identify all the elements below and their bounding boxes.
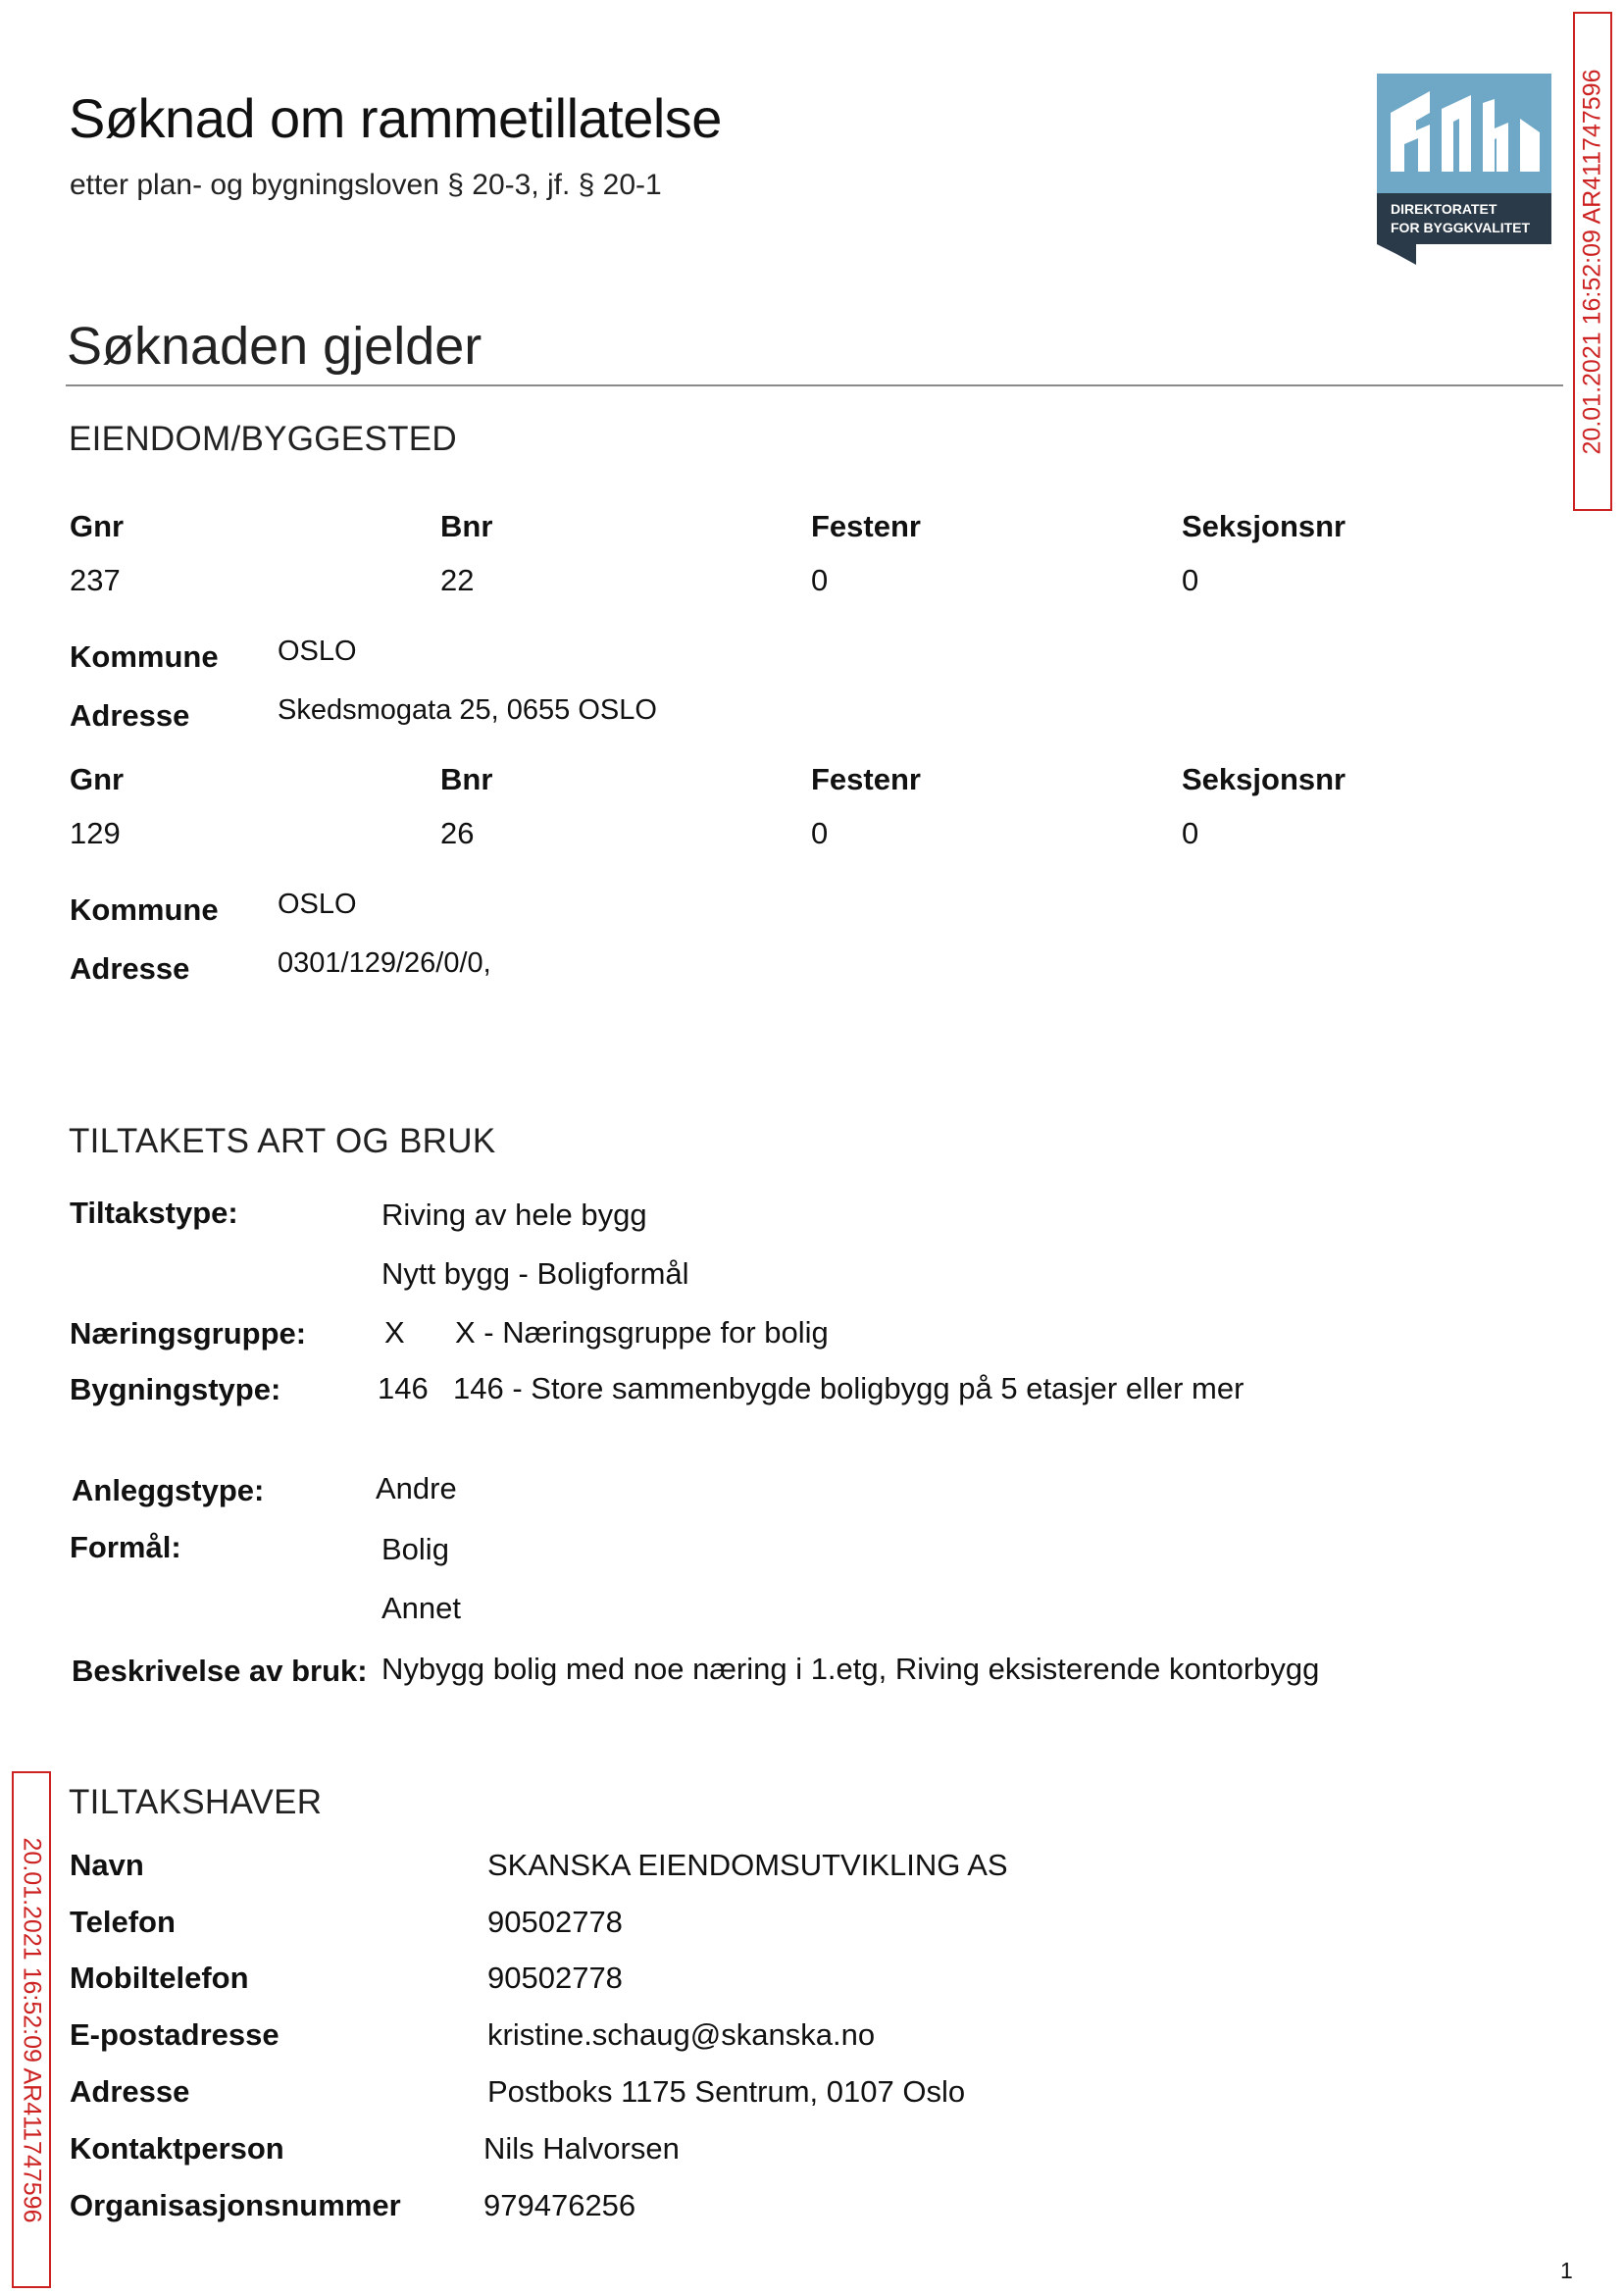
logo-text-line2: FOR BYGGKVALITET — [1391, 220, 1531, 235]
column-bnr: Bnr — [440, 762, 493, 796]
column-gnr: Gnr — [70, 762, 125, 796]
document-subtitle: etter plan- og bygningsloven § 20-3, jf. § 20-1 — [70, 169, 662, 201]
tiltakshaver-kontaktperson-value: Nils Halvorsen — [483, 2131, 680, 2166]
formal-value: Annet — [381, 1591, 462, 1625]
tiltakshaver-heading: TILTAKSHAVER — [69, 1783, 323, 1821]
column-seksjonsnr: Seksjonsnr — [1182, 762, 1346, 796]
tiltakshaver-telefon-value: 90502778 — [487, 1905, 623, 1939]
beskrivelse-label: Beskrivelse av bruk: — [72, 1654, 368, 1688]
tiltakstype-value: Riving av hele bygg — [381, 1198, 647, 1232]
tiltakshaver-orgnr-label: Organisasjonsnummer — [70, 2188, 401, 2222]
naeringsgruppe-label: Næringsgruppe: — [70, 1316, 307, 1351]
tiltakshaver-epost-value: kristine.schaug@skanska.no — [487, 2017, 876, 2052]
eiendom-heading: EIENDOM/BYGGESTED — [69, 420, 457, 458]
tiltakshaver-kontaktperson-label: Kontaktperson — [70, 2131, 284, 2166]
property-seksjonsnr: 0 — [1182, 563, 1199, 597]
property-seksjonsnr: 0 — [1182, 816, 1199, 850]
stamp-text: 20.01.2021 16:52:09 AR411747596 — [18, 1837, 46, 2222]
beskrivelse-value: Nybygg bolig med noe næring i 1.etg, Riving eksisterende kontorbygg — [381, 1652, 1320, 1686]
section-title: Søknaden gjelder — [67, 317, 482, 376]
property-bnr: 22 — [440, 563, 475, 597]
tiltakshaver-epost-label: E-postadresse — [70, 2017, 279, 2052]
tiltak-heading: TILTAKETS ART OG BRUK — [69, 1122, 496, 1160]
column-bnr: Bnr — [440, 509, 493, 543]
kommune-label: Kommune — [70, 639, 219, 674]
property-gnr: 129 — [70, 816, 121, 850]
tiltakshaver-mobil-label: Mobiltelefon — [70, 1961, 249, 1995]
tiltakshaver-adresse-value: Postboks 1175 Sentrum, 0107 Oslo — [487, 2074, 966, 2109]
column-seksjonsnr: Seksjonsnr — [1182, 509, 1346, 543]
dibk-logo — [1377, 74, 1551, 265]
adresse-label: Adresse — [70, 698, 190, 733]
formal-label: Formål: — [70, 1530, 181, 1564]
tiltakshaver-navn-value: SKANSKA EIENDOMSUTVIKLING AS — [487, 1848, 1008, 1882]
bygningstype-value: 146 - Store sammenbygde boligbygg på 5 etasjer eller mer — [453, 1371, 1244, 1405]
section-divider — [66, 384, 1563, 386]
adresse-value: 0301/129/26/0/0, — [278, 947, 491, 979]
kommune-label: Kommune — [70, 892, 219, 927]
kommune-value: OSLO — [278, 889, 357, 920]
bygningstype-label: Bygningstype: — [70, 1372, 281, 1406]
archive-stamp-bottom — [12, 1771, 51, 2288]
tiltakshaver-navn-label: Navn — [70, 1848, 144, 1882]
tiltakstype-label: Tiltakstype: — [70, 1196, 238, 1230]
property-bnr: 26 — [440, 816, 475, 850]
bygningstype-code: 146 — [378, 1371, 429, 1405]
adresse-label: Adresse — [70, 951, 190, 986]
naeringsgruppe-code: X — [384, 1315, 405, 1350]
property-festenr: 0 — [811, 816, 829, 850]
logo-text-line1: DIREKTORATET — [1391, 201, 1497, 217]
property-gnr: 237 — [70, 563, 121, 597]
page-number: 1 — [1560, 2258, 1573, 2283]
tiltakshaver-mobil-value: 90502778 — [487, 1961, 623, 1995]
tiltakshaver-orgnr-value: 979476256 — [483, 2188, 636, 2222]
adresse-value: Skedsmogata 25, 0655 OSLO — [278, 694, 657, 726]
document-title: Søknad om rammetillatelse — [69, 87, 722, 149]
kommune-value: OSLO — [278, 636, 357, 667]
property-festenr: 0 — [811, 563, 829, 597]
formal-value: Bolig — [381, 1532, 449, 1566]
archive-stamp-top — [1573, 12, 1612, 511]
stamp-text: 20.01.2021 16:52:09 AR411747596 — [1578, 69, 1606, 454]
column-gnr: Gnr — [70, 509, 125, 543]
dibk-logo-icon — [1377, 74, 1551, 265]
tiltakshaver-adresse-label: Adresse — [70, 2074, 190, 2109]
naeringsgruppe-value: X - Næringsgruppe for bolig — [455, 1315, 829, 1350]
anleggstype-value: Andre — [376, 1471, 457, 1505]
tiltakstype-value: Nytt bygg - Boligformål — [381, 1256, 689, 1291]
column-festenr: Festenr — [811, 762, 921, 796]
tiltakshaver-telefon-label: Telefon — [70, 1905, 176, 1939]
anleggstype-label: Anleggstype: — [72, 1473, 265, 1507]
column-festenr: Festenr — [811, 509, 921, 543]
